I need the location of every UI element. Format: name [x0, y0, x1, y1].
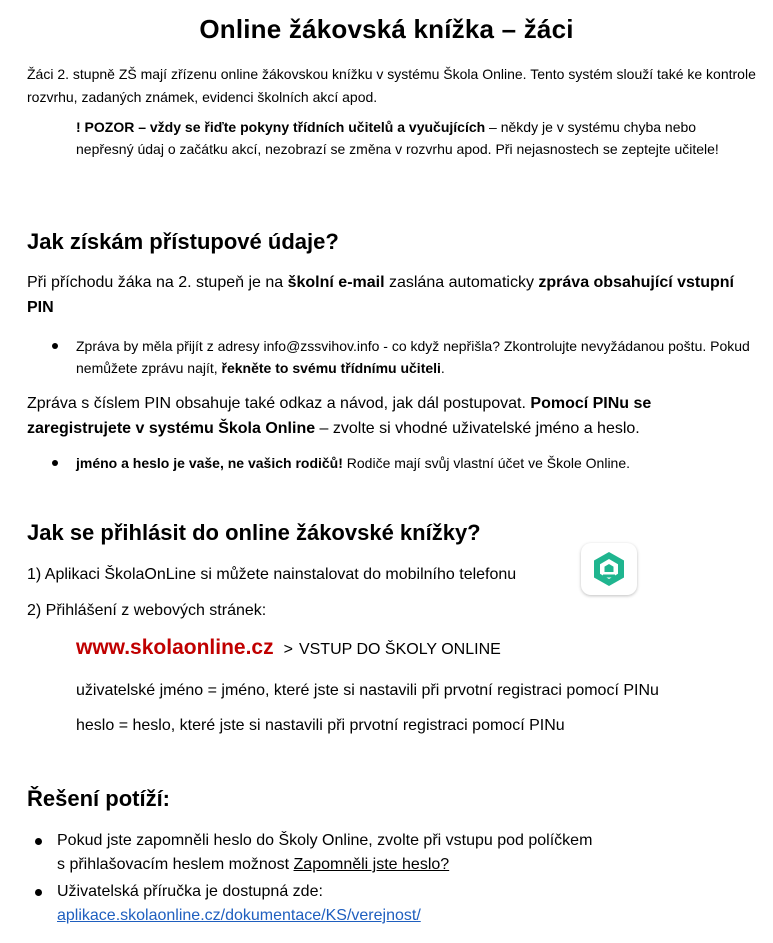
list-item-own-account — [76, 452, 751, 474]
access-text-a: Při příchodu žáka na 2. stupeň je na — [27, 274, 288, 291]
warning-note — [76, 116, 741, 160]
page-title: Online žákovská knížka – žáci — [199, 14, 574, 44]
password-note: heslo = heslo, které jste si nastavili při prvotní registraci pomocí PINu — [76, 717, 565, 734]
forgot-password-link[interactable]: Zapomněli jste heslo? — [293, 856, 450, 873]
warning-bold: ! POZOR – vždy se řiďte pokyny třídních učitelů a vyučujících — [76, 119, 486, 135]
user-guide-link[interactable]: aplikace.skolaonline.cz/dokumentace/KS/verejnost/ — [57, 907, 421, 924]
login-step-app: 1) Aplikaci ŠkolaOnLine si můžete nainstalovat do mobilního telefonu — [27, 566, 517, 583]
forgot-password-line1: Pokud jste zapomněli heslo do Školy Online, zvolte při vstupu pod políčkem — [57, 832, 593, 849]
section-title-access: Jak získám přístupové údaje? — [27, 229, 339, 254]
list-item-forgot-password — [57, 829, 757, 877]
registration-text-b: Pomocí PINu se zaregistrujete v systému Škola Online — [27, 395, 652, 437]
skolaonline-app-icon[interactable] — [581, 543, 637, 595]
app-logo-icon — [589, 549, 629, 589]
bullet-dot — [52, 460, 58, 466]
bullet-dot — [52, 343, 58, 349]
skolaonline-url-link[interactable]: www.skolaonline.cz — [76, 636, 274, 659]
arrow-separator: > — [283, 641, 293, 658]
access-paragraph — [27, 270, 752, 320]
intro-paragraph: Žáci 2. stupně ZŠ mají zřízenu online žákovskou knížku v systému Škola Online. Tento systém slouží také ke kontrole rozvrhu, zadaných známek, evidenci školních akcí apod. — [27, 66, 756, 105]
list-item-user-guide — [57, 880, 757, 928]
forgot-password-line2 — [57, 853, 757, 877]
registration-text-c: – zvolte si vhodné uživatelské jméno a heslo. — [315, 420, 640, 437]
section-title-troubleshooting: Řešení potíží: — [27, 786, 171, 811]
access-text-d: zpráva obsahující vstupní PIN — [27, 274, 734, 316]
user-guide-text: Uživatelská příručka je dostupná zde: — [57, 883, 323, 900]
login-action-label: VSTUP DO ŠKOLY ONLINE — [298, 641, 501, 658]
own-account-text-a: jméno a heslo je vaše, ne vašich rodičů! — [76, 455, 343, 471]
login-url-row — [76, 636, 501, 666]
registration-text-a: Zpráva s číslem PIN obsahuje také odkaz a návod, jak dál postupovat. — [27, 395, 531, 412]
bullet-dot — [35, 889, 42, 896]
bullet-dot — [35, 838, 42, 845]
warning-text: – někdy je v systému chyba nebo nepřesný údaj o začátku akcí, nezobrazí se změna v rozvrhu apod. Při nejasnostech se zeptejte učitele! — [76, 119, 719, 157]
username-note: uživatelské jméno = jméno, které jste si nastavili při prvotní registraci pomocí PINu — [76, 682, 659, 699]
list-item-pin-email — [76, 335, 751, 379]
access-text-b: školní e-mail — [287, 274, 385, 291]
login-step-web: 2) Přihlášení z webových stránek: — [27, 602, 267, 619]
access-text-c: zaslána automaticky — [384, 274, 539, 291]
registration-paragraph — [27, 391, 757, 441]
forgot-password-text: s přihlašovacím heslem možnost — [57, 856, 294, 873]
pin-email-text-c: . — [440, 360, 445, 376]
own-account-text-b: Rodiče mají svůj vlastní účet ve Škole Online. — [342, 455, 631, 471]
pin-email-text-a: Zpráva by měla přijít z adresy info@zssvihov.info - co když nepřišla? Zkontrolujte nevyžádanou poštu. Pokud nemůžete zprávu najít, — [76, 338, 750, 376]
pin-email-text-b: řekněte to svému třídnímu učiteli — [221, 360, 441, 376]
section-title-login: Jak se přihlásit do online žákovské knížky? — [27, 520, 481, 545]
